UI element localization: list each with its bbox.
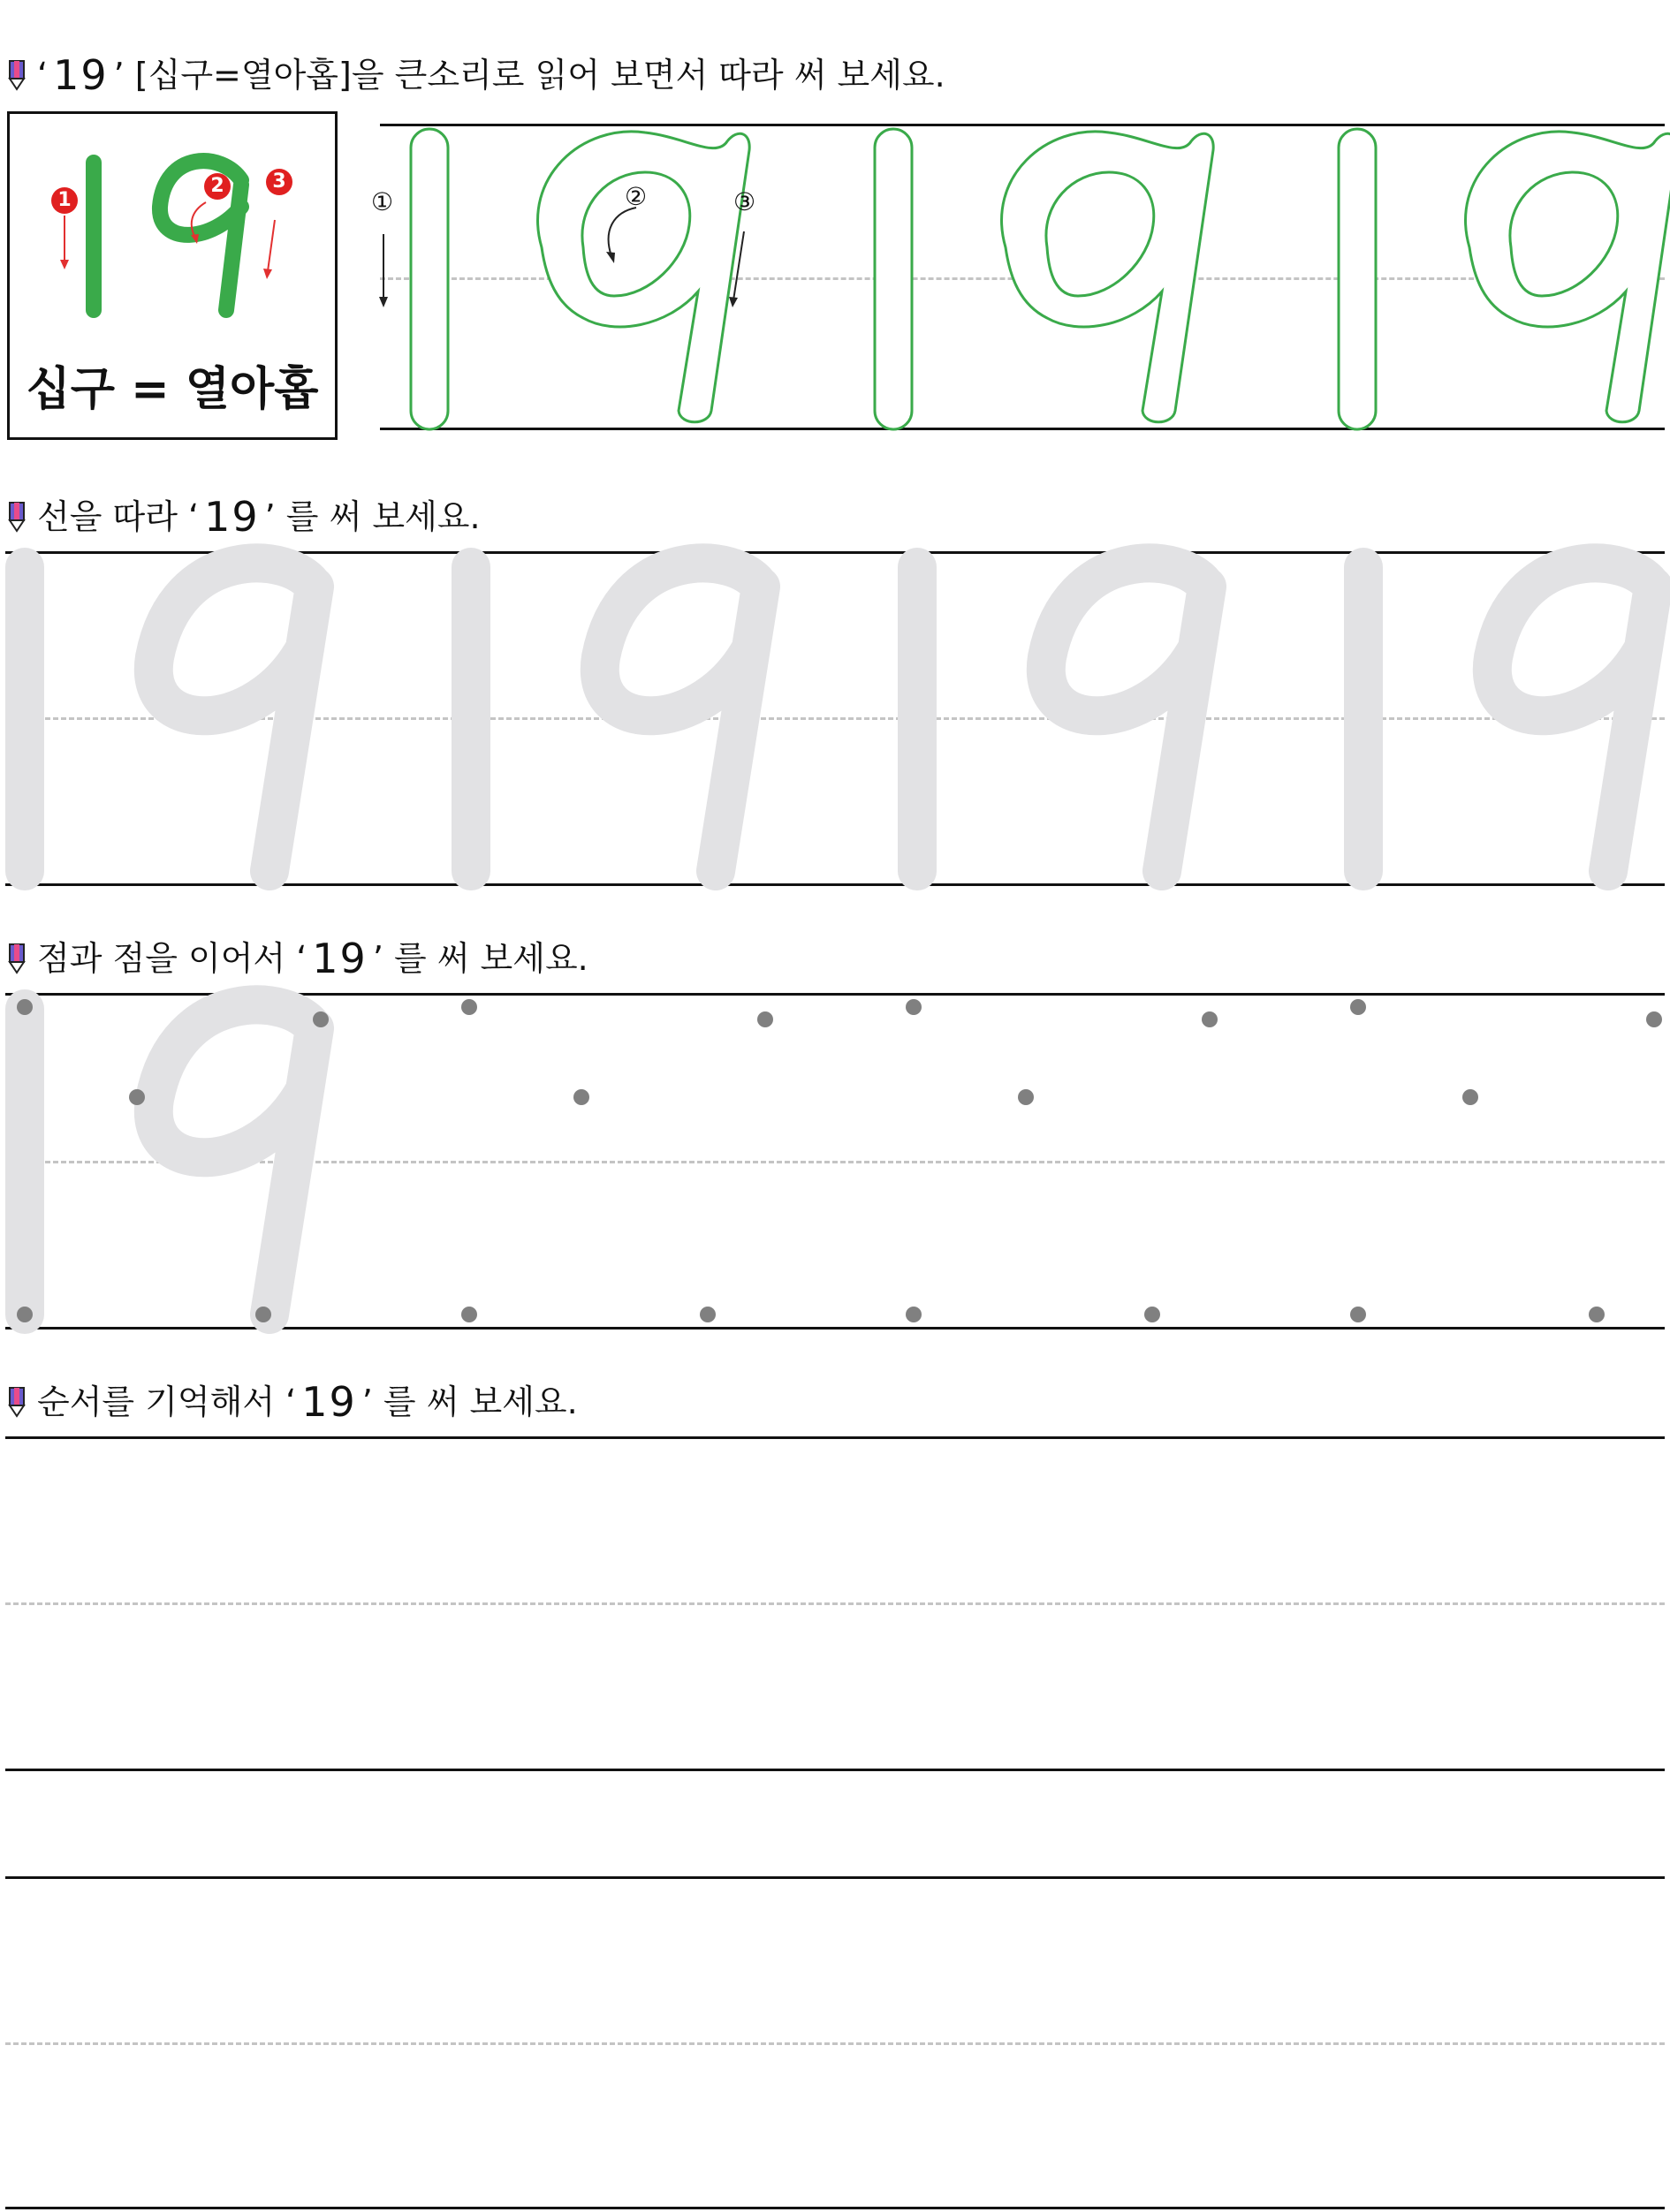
instruction-2	[7, 495, 481, 539]
instruction-text: 선을 따라 ‘	[37, 497, 200, 536]
mid-dash-4a	[5, 1602, 1665, 1605]
instruction-1	[7, 53, 945, 97]
guide-marker-1: ①	[371, 187, 394, 216]
step-marker-2: 2	[210, 175, 224, 197]
instruction-text: ’ 를 써 보세요.	[372, 939, 588, 978]
trace-numerals	[0, 551, 1661, 887]
guide-marker-3: ③	[733, 187, 756, 216]
instruction-text: ’ 를 써 보세요.	[361, 1382, 578, 1421]
example-label: 십구 = 열아홉	[26, 363, 319, 416]
mid-dash-4b	[5, 2042, 1665, 2045]
step-marker-3: 3	[272, 170, 286, 193]
instruction-numeral: 19	[53, 51, 109, 99]
instruction-text: 순서를 기억해서 ‘	[37, 1382, 297, 1421]
step-marker-1: 1	[57, 189, 72, 211]
outline-numerals	[380, 115, 1670, 433]
quote-open: ‘	[37, 56, 49, 95]
pencil-icon	[7, 943, 27, 974]
example-numeral-graphic	[10, 114, 340, 344]
instruction-3	[7, 936, 588, 981]
guide-marker-2: ②	[625, 182, 648, 211]
bottom-line-4a	[5, 1769, 1665, 1771]
instruction-numeral: 19	[301, 1378, 357, 1426]
pencil-icon	[7, 501, 27, 533]
dot-guide	[0, 993, 1661, 1329]
instruction-text: ’ 를 써 보세요.	[264, 497, 481, 536]
pencil-icon	[7, 1386, 27, 1418]
bottom-line-4b	[5, 2207, 1665, 2209]
pencil-icon	[7, 59, 27, 91]
top-line-4b	[5, 1876, 1665, 1879]
instruction-numeral: 19	[312, 935, 368, 982]
example-box	[7, 111, 338, 440]
instruction-text: ’ [십구=열아홉]을 큰소리로 읽어 보면서 따라 써 보세요.	[113, 56, 945, 95]
instruction-numeral: 19	[204, 493, 260, 541]
instruction-4	[7, 1380, 578, 1424]
instruction-text: 점과 점을 이어서 ‘	[37, 939, 307, 978]
top-line-4a	[5, 1436, 1665, 1439]
